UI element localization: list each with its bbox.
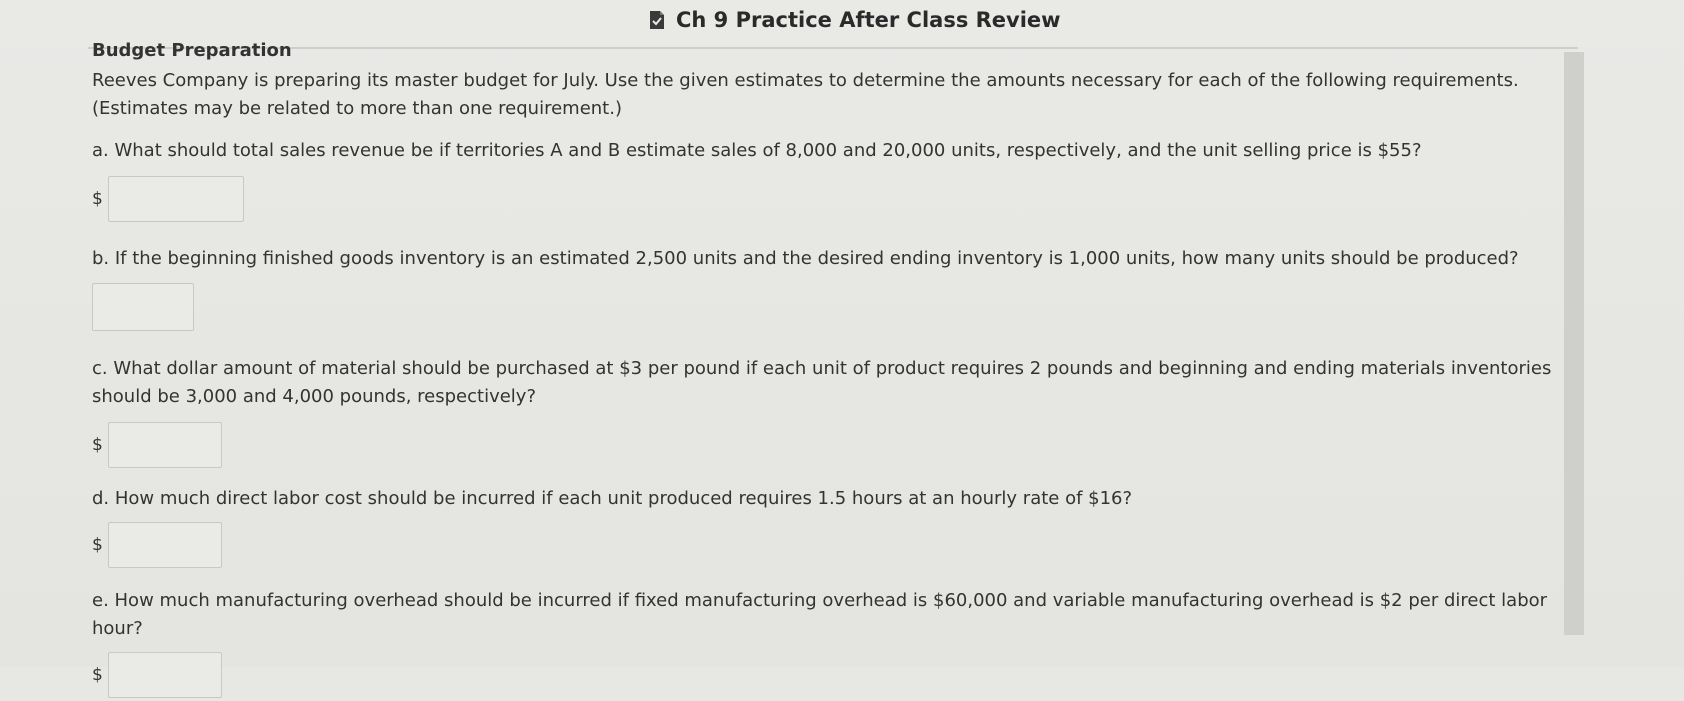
answer-row-c — [92, 419, 1552, 471]
question-d: d. How much direct labor cost should be incurred if each unit produced requires 1.5 hours at an hourly rate of $16? — [92, 488, 1133, 509]
answer-input-c[interactable] — [108, 422, 222, 468]
answer-row-b — [92, 281, 1552, 333]
document-check-icon — [648, 10, 666, 30]
answer-row-a — [92, 173, 1552, 225]
section-title: Budget Preparation — [92, 40, 292, 61]
assignment-header — [648, 8, 1061, 32]
question-a: a. What should total sales revenue be if territories A and B estimate sales of 8,000 and 20,000 units, respectively, and the unit selling price is $55? — [92, 140, 1422, 161]
scrollbar[interactable] — [1564, 52, 1584, 635]
question-c: c. What dollar amount of material should be purchased at $3 per pound if each unit of product requires 2 pounds and beginning and ending materials inventories should be 3,000 and 4,000 pounds, respectively? — [92, 358, 1552, 407]
dollar-sign: $ — [92, 435, 103, 455]
dollar-sign: $ — [92, 665, 103, 685]
dollar-sign: $ — [92, 189, 103, 209]
answer-input-a[interactable] — [108, 176, 244, 222]
problem-intro: Reeves Company is preparing its master budget for July. Use the given estimates to determine the amounts necessary for each of the following requirements. (Estimates may be related to more than one requirement.) — [92, 70, 1519, 119]
answer-row-e — [92, 649, 1552, 701]
dollar-sign: $ — [92, 535, 103, 555]
assignment-title: Ch 9 Practice After Class Review — [676, 8, 1061, 32]
question-b: b. If the beginning finished goods inventory is an estimated 2,500 units and the desired ending inventory is 1,000 units, how many units should be produced? — [92, 248, 1519, 269]
answer-input-b[interactable] — [92, 283, 194, 331]
answer-input-e[interactable] — [108, 652, 222, 698]
answer-input-d[interactable] — [108, 522, 222, 568]
answer-row-d — [92, 519, 1552, 571]
question-content — [92, 40, 1552, 701]
question-e: e. How much manufacturing overhead should be incurred if fixed manufacturing overhead is $60,000 and variable manufacturing overhead is $2 per direct labor hour? — [92, 590, 1548, 639]
